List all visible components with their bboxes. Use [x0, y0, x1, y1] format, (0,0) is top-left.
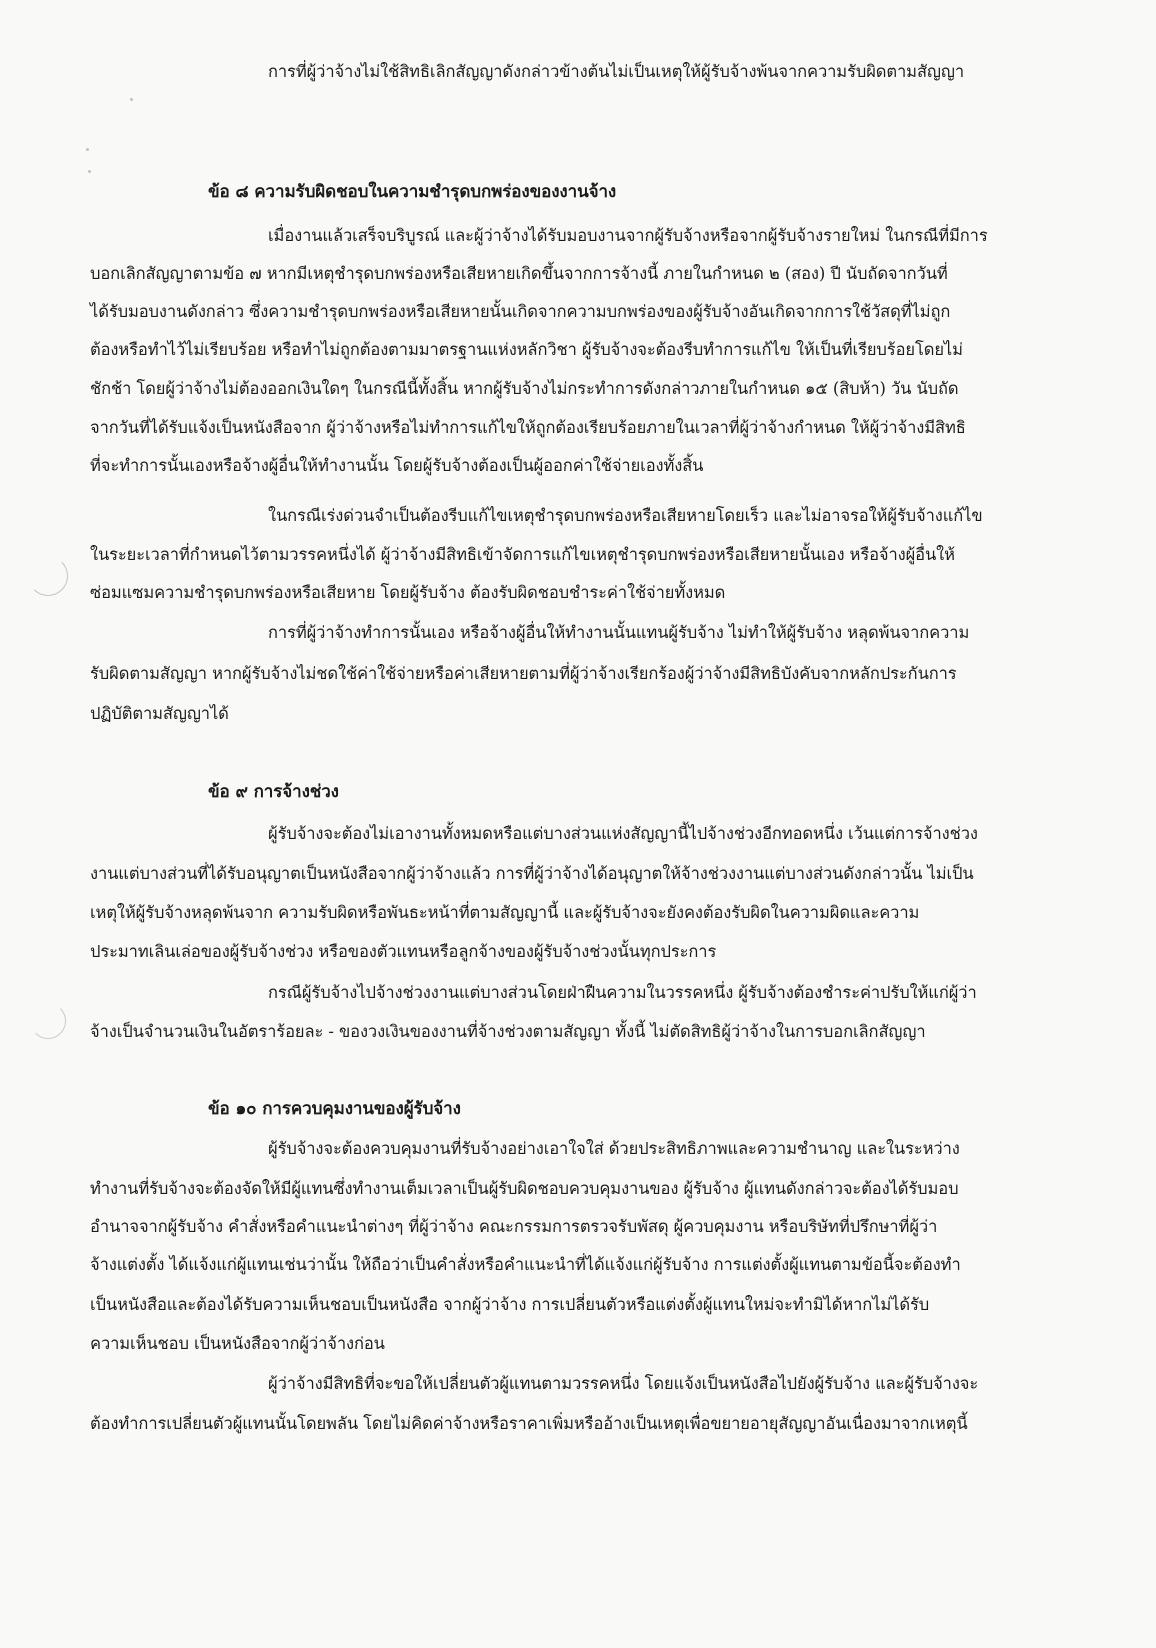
paragraph-line: การที่ผู้ว่าจ้างไม่ใช้สิทธิเลิกสัญญาดังกล่าวข้างต้นไม่เป็นเหตุให้ผู้รับจ้างพ้นจากความรับผิดตามสัญญา	[268, 62, 965, 81]
scan-speck	[130, 98, 133, 101]
section-heading: ข้อ ๑๐ การควบคุมงานของผู้รับจ้าง	[208, 1099, 461, 1119]
paragraph-line: ประมาทเลินเล่อของผู้รับจ้างช่วง หรือของตัวแทนหรือลูกจ้างของผู้รับจ้างช่วงนั้นทุกประการ	[90, 942, 717, 961]
paragraph-line: ในกรณีเร่งด่วนจำเป็นต้องรีบแก้ไขเหตุชำรุดบกพร่องหรือเสียหายโดยเร็ว และไม่อาจรอให้ผู้รับจ้างแก้ไข	[268, 506, 983, 525]
paragraph-line: ผู้ว่าจ้างมีสิทธิที่จะขอให้เปลี่ยนตัวผู้แทนตามวรรคหนึ่ง โดยแจ้งเป็นหนังสือไปยังผู้รับจ้าง และผู้รับจ้างจะ	[268, 1374, 979, 1393]
paragraph-line: รับผิดตามสัญญา หากผู้รับจ้างไม่ชดใช้ค่าใช้จ่ายหรือค่าเสียหายตามที่ผู้ว่าจ้างเรียกร้องผู้ว่าจ้างมีสิทธิบังคับจากหลักประกันการ	[90, 664, 957, 683]
paragraph-line: ความเห็นชอบ เป็นหนังสือจากผู้ว่าจ้างก่อน	[90, 1334, 385, 1353]
paragraph-line: จ้างเป็นจำนวนเงินในอัตราร้อยละ - ของวงเงินของงานที่จ้างช่วงตามสัญญา ทั้งนี้ ไม่ตัดสิทธิผู้ว่าจ้างในการบอกเลิกสัญญา	[90, 1022, 926, 1041]
paragraph-line: ต้องทำการเปลี่ยนตัวผู้แทนนั้นโดยพลัน โดยไม่คิดค่าจ้างหรือราคาเพิ่มหรืออ้างเป็นเหตุเพื่อขยายอายุสัญญาอันเนื่องมาจากเหตุนี้	[90, 1414, 968, 1433]
scan-speck	[86, 148, 89, 151]
paragraph-line: ในระยะเวลาที่กำหนดไว้ตามวรรคหนึ่งได้ ผู้ว่าจ้างมีสิทธิเข้าจัดการแก้ไขเหตุชำรุดบกพร่องหรือเสียหายนั้นเอง หรือจ้างผู้อื่นให้	[90, 545, 955, 564]
section-heading: ข้อ ๘ ความรับผิดชอบในความชำรุดบกพร่องของงานจ้าง	[208, 182, 617, 202]
paragraph-line: ผู้รับจ้างจะต้องควบคุมงานที่รับจ้างอย่างเอาใจใส่ ด้วยประสิทธิภาพและความชำนาญ และในระหว่าง	[268, 1139, 960, 1158]
paragraph-line: ผู้รับจ้างจะต้องไม่เอางานทั้งหมดหรือแต่บางส่วนแห่งสัญญานี้ไปจ้างช่วงอีกทอดหนึ่ง เว้นแต่การจ้างช่วง	[268, 824, 978, 843]
scan-speck	[88, 170, 91, 173]
paragraph-line: ต้องหรือทำไว้ไม่เรียบร้อย หรือทำไม่ถูกต้องตามมาตรฐานแห่งหลักวิชา ผู้รับจ้างจะต้องรีบทำการแก้ไข ให้เป็นที่เรียบร้อยโดยไม่	[90, 340, 963, 359]
paragraph-line: บอกเลิกสัญญาตามข้อ ๗ หากมีเหตุชำรุดบกพร่องหรือเสียหายเกิดขึ้นจากการจ้างนี้ ภายในกำหนด ๒ (สอง) ปี นับถัดจากวันที่	[90, 264, 948, 283]
paragraph-line: กรณีผู้รับจ้างไปจ้างช่วงงานแต่บางส่วนโดยฝ่าฝืนความในวรรคหนึ่ง ผู้รับจ้างต้องชำระค่าปรับให้แก่ผู้ว่า	[268, 983, 977, 1002]
paragraph-line: การที่ผู้ว่าจ้างทำการนั้นเอง หรือจ้างผู้อื่นให้ทำงานนั้นแทนผู้รับจ้าง ไม่ทำให้ผู้รับจ้าง หลุดพ้นจากความ	[268, 623, 970, 642]
paragraph-line: เหตุให้ผู้รับจ้างหลุดพ้นจาก ความรับผิดหรือพันธะหน้าที่ตามสัญญานี้ และผู้รับจ้างจะยังคงต้องรับผิดในความผิดและความ	[90, 903, 920, 922]
paragraph-line: ที่จะทำการนั้นเองหรือจ้างผู้อื่นให้ทำงานนั้น โดยผู้รับจ้างต้องเป็นผู้ออกค่าใช้จ่ายเองทั้งสิ้น	[90, 456, 704, 475]
paragraph-line: งานแต่บางส่วนที่ได้รับอนุญาตเป็นหนังสือจากผู้ว่าจ้างแล้ว การที่ผู้ว่าจ้างได้อนุญาตให้จ้างช่วงงานแต่บางส่วนดังกล่าวนั้น ไม่เป็น	[90, 864, 974, 883]
paragraph-line: ปฏิบัติตามสัญญาได้	[90, 704, 229, 723]
paragraph-line: ทำงานที่รับจ้างจะต้องจัดให้มีผู้แทนซึ่งทำงานเต็มเวลาเป็นผู้รับผิดชอบควบคุมงานของ ผู้รับจ้าง ผู้แทนดังกล่าวจะต้องได้รับมอบ	[90, 1179, 959, 1198]
paragraph-line: ชักช้า โดยผู้ว่าจ้างไม่ต้องออกเงินใดๆ ในกรณีนี้ทั้งสิ้น หากผู้รับจ้างไม่กระทำการดังกล่าวภายในกำหนด ๑๕ (สิบห้า) วัน นับถัด	[90, 379, 959, 398]
paragraph-line: จ้างแต่งตั้ง ได้แจ้งแก่ผู้แทนเช่นว่านั้น ให้ถือว่าเป็นคำสั่งหรือคำแนะนำที่ได้แจ้งแก่ผู้รับจ้าง การแต่งตั้งผู้แทนตามข้อนี้จะต้องทำ	[90, 1255, 961, 1274]
paragraph-line: จากวันที่ได้รับแจ้งเป็นหนังสือจาก ผู้ว่าจ้างหรือไม่ทำการแก้ไขให้ถูกต้องเรียบร้อยภายในเวลาที่ผู้ว่าจ้างกำหนด ให้ผู้ว่าจ้างมีสิทธิ	[90, 418, 966, 437]
paragraph-line: ได้รับมอบงานดังกล่าว ซึ่งความชำรุดบกพร่องหรือเสียหายนั้นเกิดจากความบกพร่องของผู้รับจ้างอันเกิดจากการใช้วัสดุที่ไม่ถูก	[90, 302, 951, 321]
paragraph-line: อำนาจจากผู้รับจ้าง คำสั่งหรือคำแนะนำต่างๆ ที่ผู้ว่าจ้าง คณะกรรมการตรวจรับพัสดุ ผู้ควบคุมงาน หรือบริษัทที่ปรึกษาที่ผู้ว่า	[90, 1217, 938, 1236]
paragraph-line: เป็นหนังสือและต้องได้รับความเห็นชอบเป็นหนังสือ จากผู้ว่าจ้าง การเปลี่ยนตัวหรือแต่งตั้งผู้แทนใหม่จะทำมิได้หากไม่ได้รับ	[90, 1295, 930, 1314]
punch-hole-mark	[30, 1003, 66, 1039]
paragraph-line: ซ่อมแซมความชำรุดบกพร่องหรือเสียหาย โดยผู้รับจ้าง ต้องรับผิดชอบชำระค่าใช้จ่ายทั้งหมด	[90, 583, 726, 602]
section-heading: ข้อ ๙ การจ้างช่วง	[208, 782, 339, 802]
punch-hole-mark	[28, 556, 68, 596]
paragraph-line: เมื่องานแล้วเสร็จบริบูรณ์ และผู้ว่าจ้างได้รับมอบงานจากผู้รับจ้างหรือจากผู้รับจ้างรายใหม่ ในกรณีที่มีการ	[268, 226, 988, 245]
